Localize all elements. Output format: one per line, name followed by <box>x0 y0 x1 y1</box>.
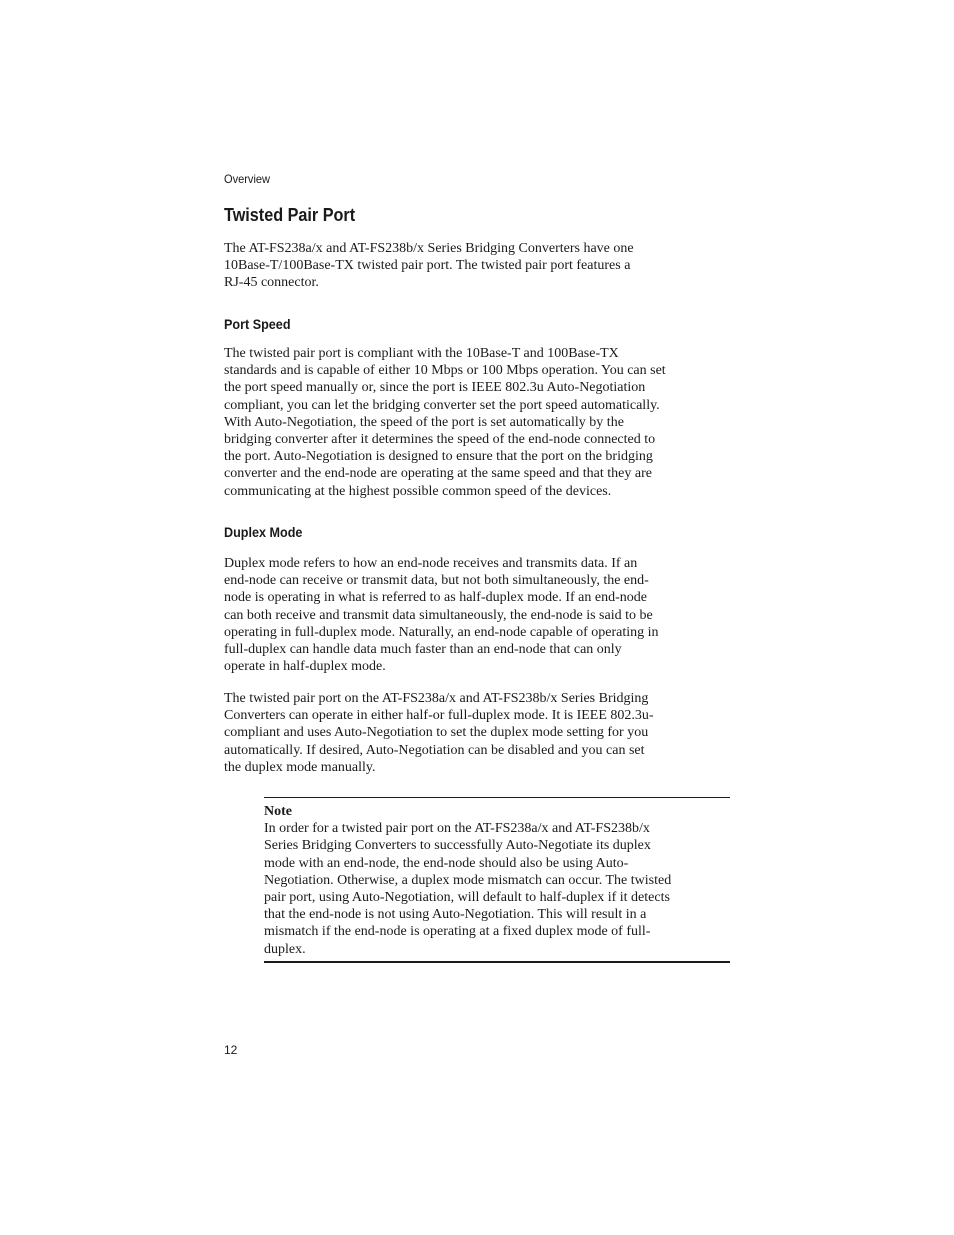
text-line: Duplex mode refers to how an end-node receives and transmits data. If an <box>224 556 638 571</box>
duplex-mode-heading: Duplex Mode <box>224 524 303 540</box>
text-line: bridging converter after it determines the speed of the end-node connected to <box>224 432 656 448</box>
note-title: Note <box>264 804 292 819</box>
text-line: communicating at the highest possible common speed of the devices. <box>224 483 612 499</box>
section-title: Twisted Pair Port <box>224 205 356 225</box>
text-line: standards and is capable of either 10 Mbps or 100 Mbps operation. You can set <box>224 363 666 379</box>
text-line: can both receive and transmit data simultaneously, the end-node is said to be <box>224 607 653 623</box>
text-line: node is operating in what is referred to as half-duplex mode. If an end-node <box>224 590 647 606</box>
port-speed-paragraph <box>224 345 730 500</box>
text-line: pair port, using Auto-Negotiation, will default to half-duplex if it detects <box>264 890 670 906</box>
text-line: The twisted pair port on the AT-FS238a/x and AT-FS238b/x Series Bridging <box>224 691 649 706</box>
text-line: compliant, you can let the bridging converter set the port speed automatically. <box>224 397 660 413</box>
text-line: RJ-45 connector. <box>224 275 319 291</box>
text-line: end-node can receive or transmit data, but not both simultaneously, the end- <box>224 573 649 589</box>
text-line: Negotiation. Otherwise, a duplex mode mismatch can occur. The twisted <box>264 872 672 888</box>
intro-paragraph <box>224 240 730 292</box>
text-line: With Auto-Negotiation, the speed of the port is set automatically by the <box>224 414 624 430</box>
duplex-mode-paragraph-1 <box>224 555 730 675</box>
text-line: the port speed manually or, since the port is IEEE 802.3u Auto-Negotiation <box>224 380 646 396</box>
text-line: Converters can operate in either half-or full-duplex mode. It is IEEE 802.3u- <box>224 708 654 724</box>
text-line: duplex. <box>264 941 306 957</box>
text-line: that the end-node is not using Auto-Negotiation. This will result in a <box>264 907 647 923</box>
text-line: the port. Auto-Negotiation is designed to ensure that the port on the bridging <box>224 449 653 465</box>
text-line: converter and the end-node are operating at the same speed and that they are <box>224 466 652 482</box>
text-line: operate in half-duplex mode. <box>224 659 386 675</box>
running-head: Overview <box>224 172 271 186</box>
text-line: the duplex mode manually. <box>224 759 376 775</box>
text-line: mismatch if the end-node is operating at a fixed duplex mode of full- <box>264 924 651 940</box>
text-line: full-duplex can handle data much faster than an end-node that can only <box>224 642 622 658</box>
text-line: The AT-FS238a/x and AT-FS238b/x Series Bridging Converters have one <box>224 241 634 256</box>
page-number: 12 <box>224 1043 238 1057</box>
duplex-mode-paragraph-2 <box>224 690 730 776</box>
text-line: compliant and uses Auto-Negotiation to set the duplex mode setting for you <box>224 725 649 741</box>
port-speed-heading: Port Speed <box>224 316 291 332</box>
text-line: automatically. If desired, Auto-Negotiation can be disabled and you can set <box>224 742 645 758</box>
text-line: The twisted pair port is compliant with the 10Base-T and 100Base-TX <box>224 346 619 361</box>
text-line: In order for a twisted pair port on the AT-FS238a/x and AT-FS238b/x <box>264 821 650 837</box>
text-line: Series Bridging Converters to successfully Auto-Negotiate its duplex <box>264 838 651 854</box>
text-line: mode with an end-node, the end-node should also be using Auto- <box>264 855 629 871</box>
text-line: operating in full-duplex mode. Naturally, an end-node capable of operating in <box>224 624 659 640</box>
text-line: 10Base-T/100Base-TX twisted pair port. The twisted pair port features a <box>224 258 631 274</box>
note-box <box>264 797 730 963</box>
